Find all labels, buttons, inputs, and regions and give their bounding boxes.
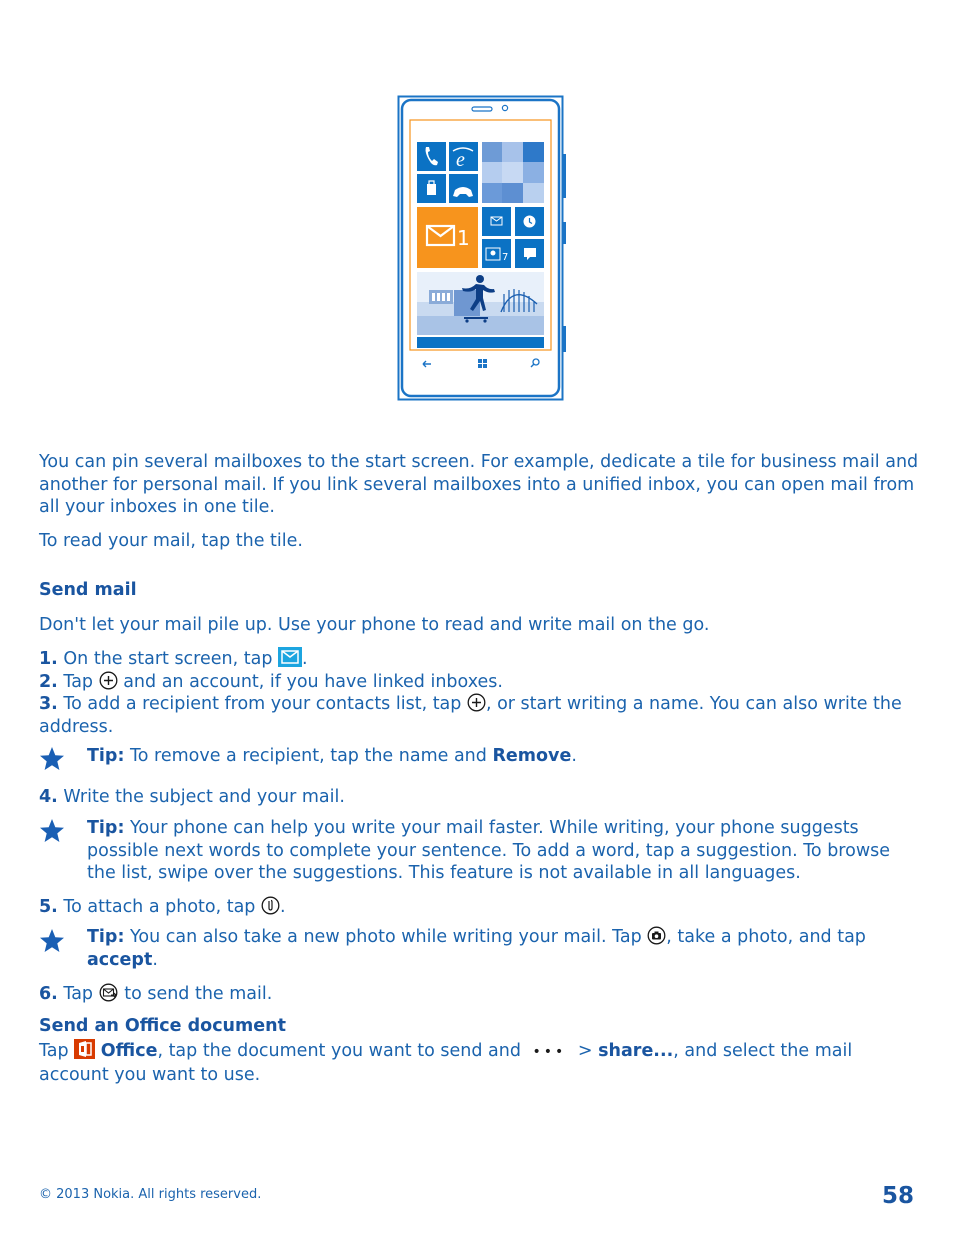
read-tip: To read your mail, tap the tile. — [39, 531, 303, 551]
step-6: 6. Tap to send the mail. — [39, 984, 273, 1004]
steps-1-3 — [39, 647, 919, 738]
step-3: 3. To add a recipient from your contacts list, tap , or start writing a name. You can also write the address. — [39, 694, 902, 737]
add-circle-icon — [467, 693, 486, 712]
tip-1: Tip: To remove a recipient, tap the name and Remove. — [87, 746, 577, 766]
office-icon — [74, 1039, 95, 1059]
tip-2: Tip: Your phone can help you write your mail faster. While writing, your phone suggests possible next words to complete your sentence. To add a word, tap a suggestion. To browse the list, swipe over the suggestions. This feature is not available in all languages. — [87, 818, 891, 883]
star-icon — [39, 746, 65, 772]
page-number: 58 — [881, 1183, 914, 1209]
send-mail-heading: Send mail — [39, 580, 137, 600]
more-icon: ••• — [532, 1044, 567, 1060]
office-paragraph: Tap Office, tap the document you want to send and ••• > share..., and select the mail account you want to use. — [39, 1041, 853, 1085]
add-circle-icon — [99, 671, 118, 690]
mail-tile-icon — [278, 647, 302, 667]
tip-3: Tip: You can also take a new photo while writing your mail. Tap , take a photo, and tap accept. — [87, 927, 866, 970]
svg-text:7: 7 — [502, 252, 509, 263]
svg-text:1: 1 — [457, 226, 470, 250]
step-2: 2. Tap and an account, if you have linked inboxes. — [39, 671, 503, 692]
phone-tile — [417, 142, 446, 171]
send-mail-intro: Don't let your mail pile up. Use your phone to read and write mail on the go. — [39, 615, 710, 635]
office-heading: Send an Office document — [39, 1016, 286, 1036]
step-1: 1. On the start screen, tap . — [39, 649, 308, 669]
send-icon — [99, 983, 119, 1002]
step-5: 5. To attach a photo, tap . — [39, 897, 286, 917]
intro-paragraph: You can pin several mailboxes to the start screen. For example, dedicate a tile for business mail and another for personal mail. If you link several mailboxes into a unified inbox, you can open mail from all your inboxes in one tile. — [39, 452, 919, 517]
attach-icon — [261, 896, 280, 915]
svg-text:e: e — [456, 149, 465, 171]
copyright: © 2013 Nokia. All rights reserved. — [39, 1187, 262, 1202]
star-icon — [39, 818, 65, 844]
phone-illustration — [396, 94, 568, 402]
camera-icon — [647, 926, 666, 945]
step-4: 4. Write the subject and your mail. — [39, 787, 345, 807]
star-icon — [39, 928, 65, 954]
